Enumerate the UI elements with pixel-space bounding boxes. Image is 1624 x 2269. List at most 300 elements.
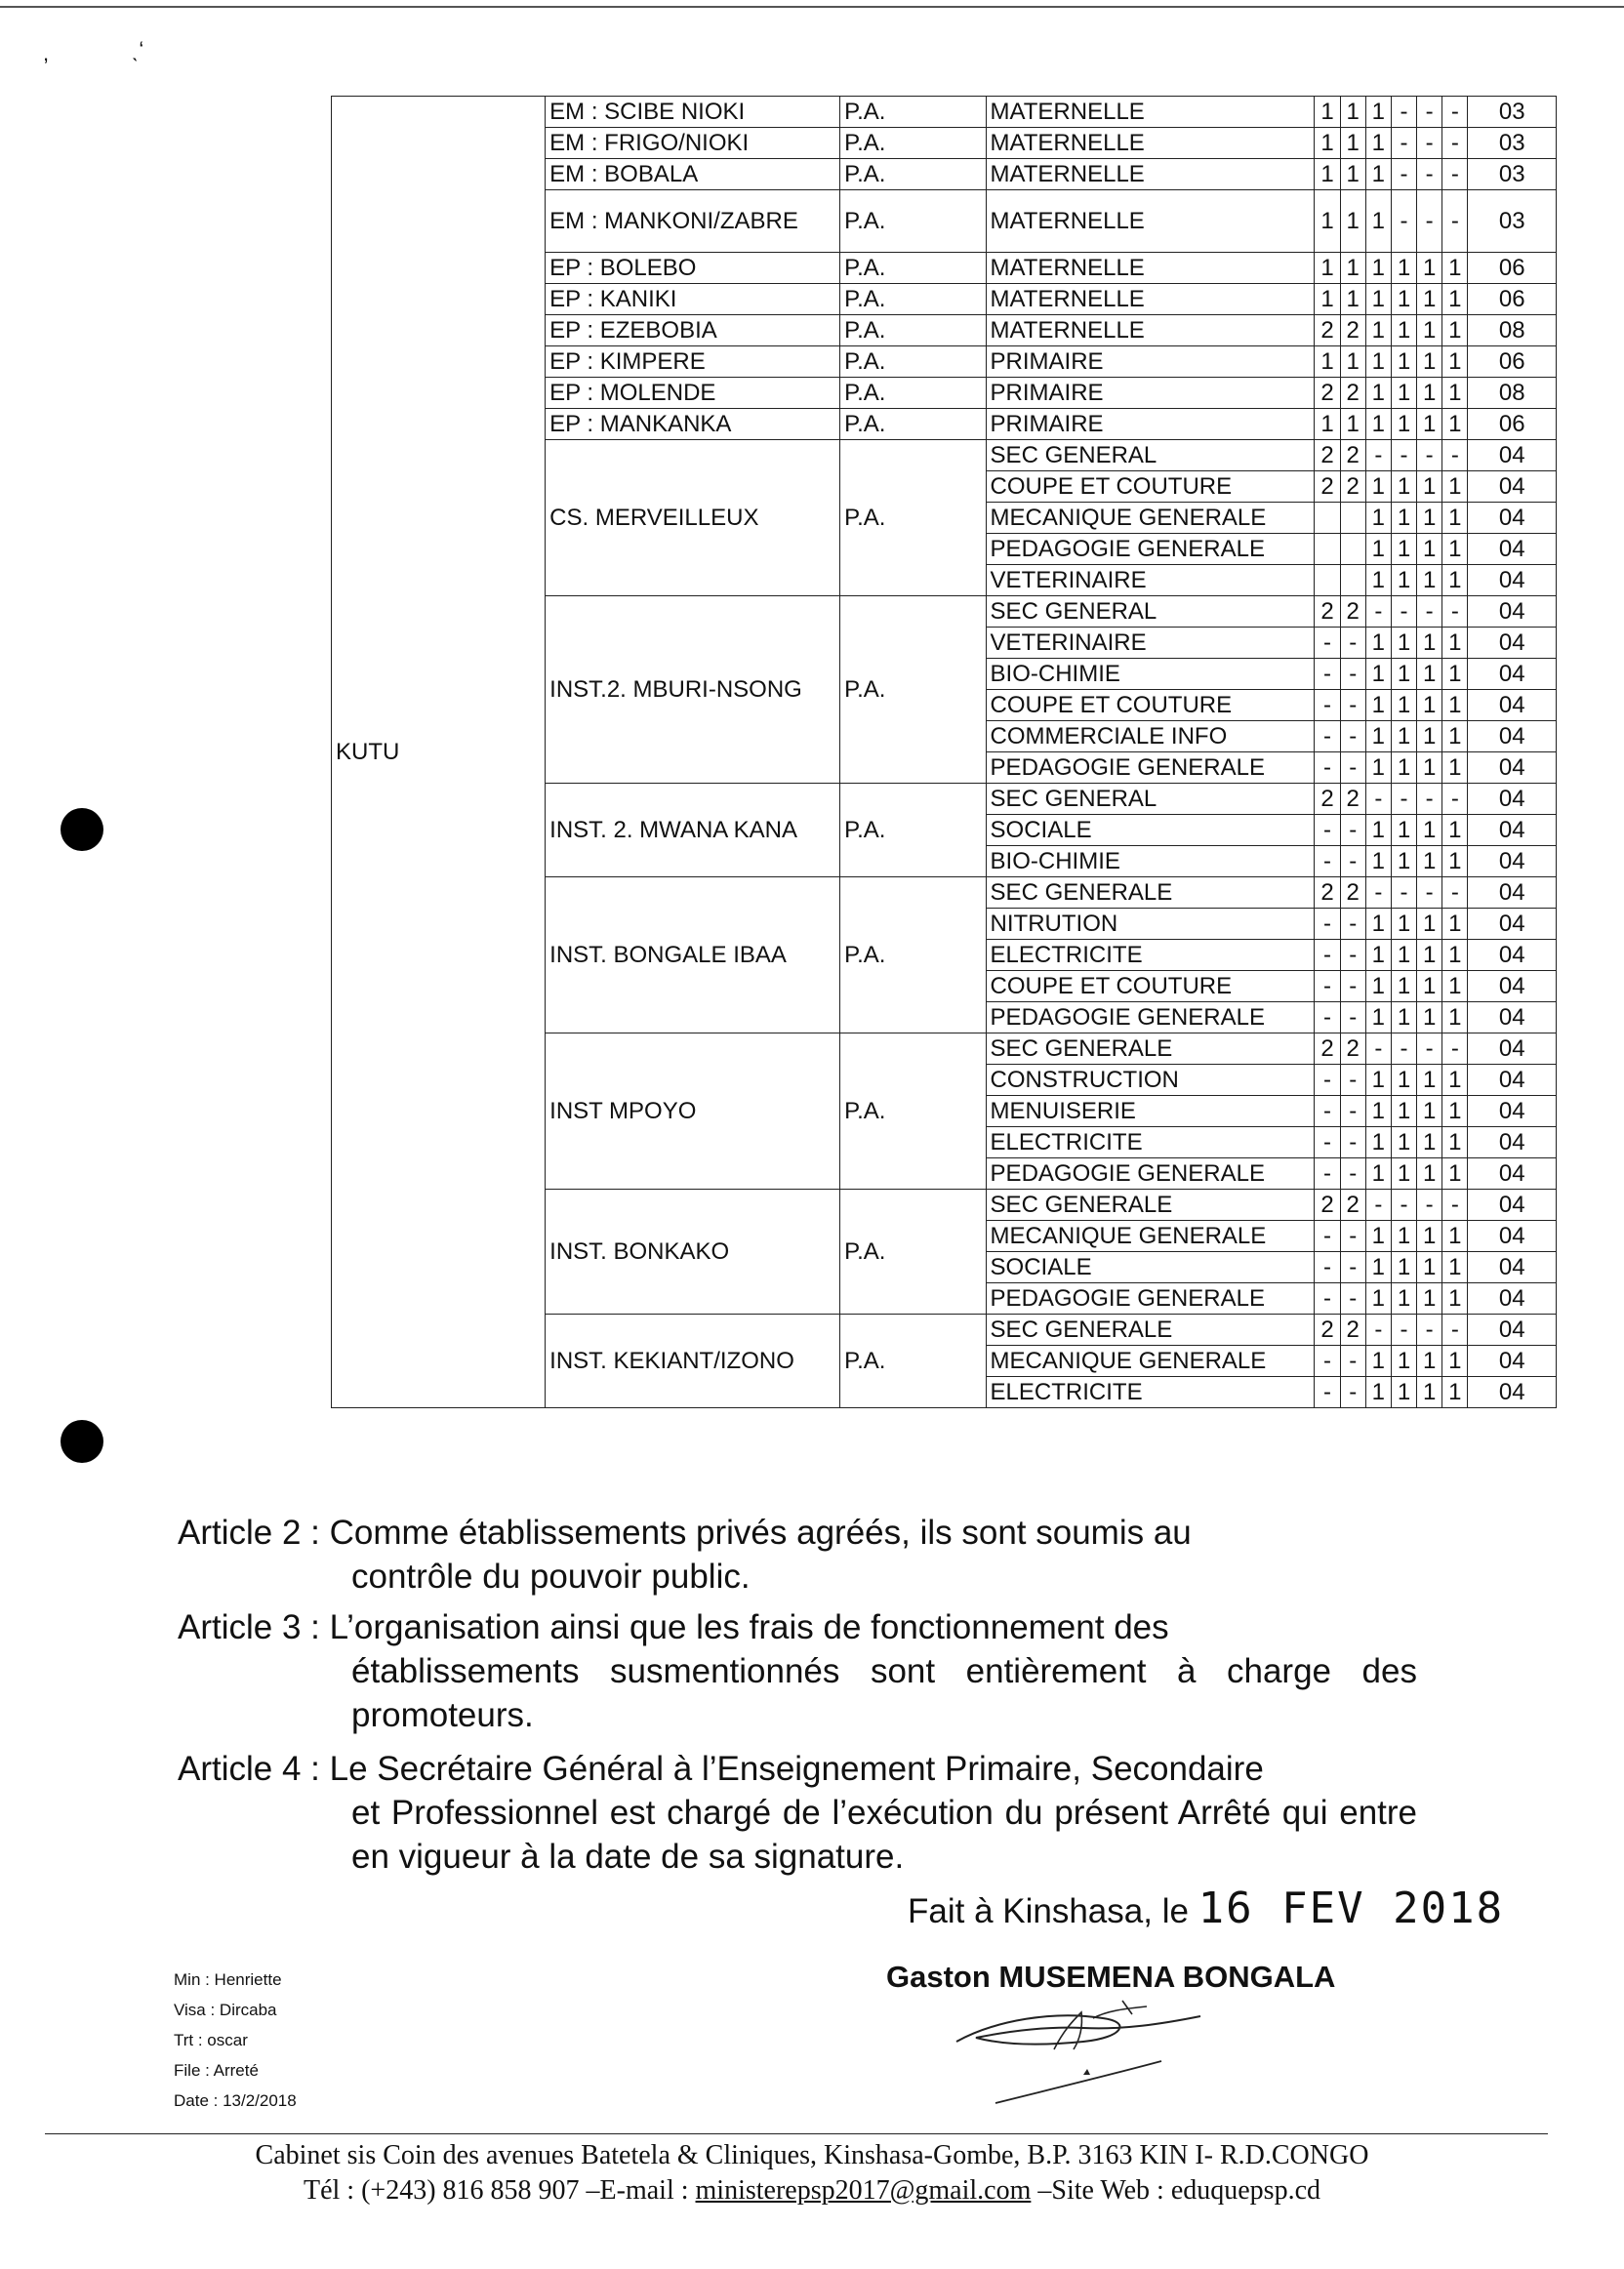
class-count-cell: 2 (1340, 596, 1365, 628)
article-text-continued: contrôle du pouvoir public. (351, 1558, 751, 1596)
class-count-cell: 1 (1442, 315, 1468, 346)
option-cell: COMMERCIALE INFO (986, 721, 1315, 752)
class-count-cell: 1 (1417, 503, 1442, 534)
class-count-cell: - (1340, 1346, 1365, 1377)
total-cell: 04 (1468, 1283, 1557, 1315)
class-count-cell: - (1365, 1033, 1391, 1065)
total-cell: 04 (1468, 596, 1557, 628)
class-count-cell: - (1417, 1033, 1442, 1065)
schools-table (331, 96, 1557, 1408)
class-count-cell: 1 (1391, 534, 1416, 565)
class-count-cell: 1 (1391, 315, 1416, 346)
class-count-cell: - (1340, 1158, 1365, 1190)
article-label: Article 4 : (178, 1750, 320, 1788)
class-count-cell: 1 (1442, 1283, 1468, 1315)
class-count-cell: 1 (1340, 190, 1365, 253)
total-cell: 04 (1468, 721, 1557, 752)
class-count-cell: 1 (1442, 659, 1468, 690)
class-count-cell: 1 (1391, 752, 1416, 784)
signatory-name: Gaston MUSEMENA BONGALA (886, 1960, 1336, 1994)
class-count-cell: 1 (1391, 1127, 1416, 1158)
total-cell: 04 (1468, 1158, 1557, 1190)
school-name-cell: EM : BOBALA (546, 159, 840, 190)
total-cell: 04 (1468, 940, 1557, 971)
class-count-cell: - (1340, 1065, 1365, 1096)
option-cell: SEC GENERAL (986, 596, 1315, 628)
status-cell: P.A. (840, 1033, 986, 1190)
class-count-cell: 1 (1417, 534, 1442, 565)
date-stamp: 16 FEV 2018 (1198, 1884, 1505, 1933)
class-count-cell: 2 (1340, 315, 1365, 346)
place-text: Fait à Kinshasa, le (908, 1892, 1189, 1930)
class-count-cell: - (1417, 97, 1442, 128)
class-count-cell: 1 (1391, 503, 1416, 534)
class-count-cell: - (1315, 1221, 1340, 1252)
class-count-cell: - (1391, 596, 1416, 628)
class-count-cell: 1 (1391, 940, 1416, 971)
class-count-cell: - (1391, 877, 1416, 909)
class-count-cell: 1 (1391, 721, 1416, 752)
option-cell: SOCIALE (986, 815, 1315, 846)
class-count-cell: 1 (1365, 1127, 1391, 1158)
class-count-cell (1340, 565, 1365, 596)
option-cell: SEC GENERAL (986, 784, 1315, 815)
class-count-cell: 1 (1365, 565, 1391, 596)
total-cell: 04 (1468, 1127, 1557, 1158)
class-count-cell: 1 (1391, 378, 1416, 409)
class-count-cell: 1 (1391, 565, 1416, 596)
article-paragraph (178, 1511, 1417, 1599)
class-count-cell: 1 (1442, 815, 1468, 846)
class-count-cell: 1 (1442, 565, 1468, 596)
class-count-cell: 1 (1365, 253, 1391, 284)
option-cell: MECANIQUE GENERALE (986, 1221, 1315, 1252)
class-count-cell: - (1442, 440, 1468, 471)
total-cell: 08 (1468, 315, 1557, 346)
class-count-cell: 1 (1442, 1002, 1468, 1033)
article-text-continued: établissements susmentionnés sont entièrement à charge des promoteurs. (351, 1652, 1417, 1734)
total-cell: 04 (1468, 752, 1557, 784)
class-count-cell: 1 (1417, 471, 1442, 503)
class-count-cell: - (1315, 1346, 1340, 1377)
class-count-cell: 2 (1340, 440, 1365, 471)
status-cell: P.A. (840, 877, 986, 1033)
option-cell: SOCIALE (986, 1252, 1315, 1283)
class-count-cell: 1 (1365, 159, 1391, 190)
option-cell: PEDAGOGIE GENERALE (986, 752, 1315, 784)
status-cell: P.A. (840, 253, 986, 284)
class-count-cell: 2 (1315, 471, 1340, 503)
class-count-cell: 1 (1315, 97, 1340, 128)
class-count-cell: 1 (1417, 1002, 1442, 1033)
scan-mark: , (43, 41, 50, 65)
class-count-cell: 1 (1365, 346, 1391, 378)
class-count-cell: - (1340, 752, 1365, 784)
class-count-cell: - (1340, 1096, 1365, 1127)
class-count-cell: 1 (1442, 1158, 1468, 1190)
class-count-cell: 2 (1340, 471, 1365, 503)
class-count-cell: - (1315, 1158, 1340, 1190)
class-count-cell: 1 (1315, 128, 1340, 159)
article-text-continued: et Professionnel est chargé de l’exécution du présent Arrêté qui entre en vigueur à la date de sa signature. (351, 1794, 1417, 1876)
class-count-cell: 1 (1315, 284, 1340, 315)
school-name-cell: CS. MERVEILLEUX (546, 440, 840, 596)
class-count-cell: 1 (1417, 752, 1442, 784)
total-cell: 04 (1468, 815, 1557, 846)
class-count-cell: - (1365, 596, 1391, 628)
class-count-cell: 1 (1340, 97, 1365, 128)
total-cell: 06 (1468, 253, 1557, 284)
article-text-first-line: Le Secrétaire Général à l’Enseignement Primaire, Secondaire (329, 1750, 1264, 1788)
class-count-cell: - (1315, 940, 1340, 971)
class-count-cell: 1 (1442, 1377, 1468, 1408)
class-count-cell: 1 (1391, 1377, 1416, 1408)
class-count-cell: 1 (1442, 1065, 1468, 1096)
option-cell: PRIMAIRE (986, 346, 1315, 378)
class-count-cell: - (1340, 909, 1365, 940)
status-cell: P.A. (840, 378, 986, 409)
class-count-cell: - (1417, 1190, 1442, 1221)
class-count-cell: - (1391, 1033, 1416, 1065)
status-cell: P.A. (840, 1190, 986, 1315)
class-count-cell: 1 (1417, 253, 1442, 284)
school-name-cell: EP : MANKANKA (546, 409, 840, 440)
status-cell: P.A. (840, 128, 986, 159)
article-paragraph (178, 1747, 1417, 1879)
class-count-cell (1315, 565, 1340, 596)
total-cell: 04 (1468, 440, 1557, 471)
table-row (332, 97, 1557, 128)
class-count-cell: - (1391, 1190, 1416, 1221)
total-cell: 04 (1468, 503, 1557, 534)
class-count-cell: - (1417, 190, 1442, 253)
class-count-cell: - (1442, 159, 1468, 190)
class-count-cell: - (1442, 596, 1468, 628)
school-name-cell: INST. BONKAKO (546, 1190, 840, 1315)
class-count-cell: 1 (1365, 534, 1391, 565)
class-count-cell: - (1365, 1315, 1391, 1346)
footer-tel: Tél : (+243) 816 858 907 –E-mail : (304, 2175, 696, 2206)
class-count-cell: 1 (1365, 128, 1391, 159)
status-cell: P.A. (840, 1315, 986, 1408)
class-count-cell: 2 (1315, 1315, 1340, 1346)
article-label: Article 3 : (178, 1608, 320, 1646)
option-cell: MECANIQUE GENERALE (986, 1346, 1315, 1377)
class-count-cell: - (1365, 784, 1391, 815)
class-count-cell: 1 (1417, 315, 1442, 346)
class-count-cell: 1 (1442, 628, 1468, 659)
class-count-cell: 2 (1340, 877, 1365, 909)
class-count-cell: - (1340, 815, 1365, 846)
punch-hole (61, 808, 103, 851)
class-count-cell: 1 (1417, 690, 1442, 721)
total-cell: 04 (1468, 690, 1557, 721)
status-cell: P.A. (840, 346, 986, 378)
option-cell: ELECTRICITE (986, 1127, 1315, 1158)
class-count-cell: - (1340, 721, 1365, 752)
class-count-cell: 1 (1340, 253, 1365, 284)
class-count-cell: 1 (1340, 159, 1365, 190)
option-cell: MATERNELLE (986, 253, 1315, 284)
total-cell: 03 (1468, 128, 1557, 159)
class-count-cell: 1 (1365, 1283, 1391, 1315)
class-count-cell: 1 (1417, 846, 1442, 877)
schools-table-body (332, 97, 1557, 1408)
class-count-cell: 1 (1315, 159, 1340, 190)
class-count-cell: 2 (1340, 784, 1365, 815)
total-cell: 08 (1468, 378, 1557, 409)
class-count-cell (1340, 534, 1365, 565)
class-count-cell: 1 (1365, 721, 1391, 752)
class-count-cell: 1 (1442, 346, 1468, 378)
total-cell: 03 (1468, 159, 1557, 190)
option-cell: PEDAGOGIE GENERALE (986, 534, 1315, 565)
class-count-cell: - (1442, 1315, 1468, 1346)
class-count-cell: 1 (1442, 284, 1468, 315)
status-cell: P.A. (840, 97, 986, 128)
school-name-cell: EM : FRIGO/NIOKI (546, 128, 840, 159)
option-cell: MENUISERIE (986, 1096, 1315, 1127)
class-count-cell: - (1442, 877, 1468, 909)
reference-line: Visa : Dircaba (174, 2001, 277, 2019)
class-count-cell: - (1315, 690, 1340, 721)
footer-email-link[interactable]: ministerepsp2017@gmail.com (695, 2175, 1032, 2206)
total-cell: 04 (1468, 1252, 1557, 1283)
status-cell: P.A. (840, 409, 986, 440)
option-cell: VETERINAIRE (986, 628, 1315, 659)
class-count-cell: 1 (1417, 1221, 1442, 1252)
class-count-cell: - (1417, 784, 1442, 815)
class-count-cell: 1 (1391, 815, 1416, 846)
class-count-cell: 1 (1365, 971, 1391, 1002)
class-count-cell: - (1417, 1315, 1442, 1346)
total-cell: 04 (1468, 628, 1557, 659)
class-count-cell: 1 (1391, 471, 1416, 503)
class-count-cell: 1 (1391, 909, 1416, 940)
class-count-cell: 1 (1417, 1127, 1442, 1158)
class-count-cell: 1 (1340, 409, 1365, 440)
school-name-cell: INST. BONGALE IBAA (546, 877, 840, 1033)
class-count-cell: - (1365, 440, 1391, 471)
option-cell: MATERNELLE (986, 97, 1315, 128)
class-count-cell: - (1340, 1127, 1365, 1158)
class-count-cell: 1 (1391, 690, 1416, 721)
class-count-cell: 1 (1417, 721, 1442, 752)
class-count-cell: 1 (1365, 471, 1391, 503)
footer-contact (0, 2175, 1624, 2207)
class-count-cell: 1 (1365, 1158, 1391, 1190)
class-count-cell: 1 (1365, 909, 1391, 940)
class-count-cell (1315, 534, 1340, 565)
class-count-cell: - (1442, 1190, 1468, 1221)
total-cell: 04 (1468, 971, 1557, 1002)
total-cell: 04 (1468, 565, 1557, 596)
school-name-cell: INST. KEKIANT/IZONO (546, 1315, 840, 1408)
total-cell: 04 (1468, 1002, 1557, 1033)
class-count-cell: 1 (1442, 721, 1468, 752)
class-count-cell: 1 (1442, 471, 1468, 503)
class-count-cell: - (1417, 596, 1442, 628)
total-cell: 06 (1468, 284, 1557, 315)
class-count-cell: - (1340, 1283, 1365, 1315)
option-cell: PRIMAIRE (986, 409, 1315, 440)
total-cell: 03 (1468, 190, 1557, 253)
class-count-cell: - (1340, 971, 1365, 1002)
class-count-cell (1340, 503, 1365, 534)
class-count-cell: - (1391, 1315, 1416, 1346)
class-count-cell: - (1315, 1252, 1340, 1283)
class-count-cell: 1 (1391, 628, 1416, 659)
class-count-cell: 1 (1442, 1127, 1468, 1158)
class-count-cell: - (1315, 971, 1340, 1002)
locality-cell: KUTU (332, 97, 546, 1408)
class-count-cell: 1 (1417, 1158, 1442, 1190)
reference-line: Date : 13/2/2018 (174, 2091, 297, 2110)
class-count-cell: - (1391, 159, 1416, 190)
class-count-cell: 1 (1365, 503, 1391, 534)
option-cell: SEC GENERALE (986, 1033, 1315, 1065)
class-count-cell: - (1315, 846, 1340, 877)
option-cell: COUPE ET COUTURE (986, 971, 1315, 1002)
school-name-cell: INST. 2. MWANA KANA (546, 784, 840, 877)
class-count-cell: 1 (1365, 628, 1391, 659)
class-count-cell: 1 (1365, 1377, 1391, 1408)
class-count-cell: - (1391, 97, 1416, 128)
class-count-cell: 1 (1365, 409, 1391, 440)
option-cell: NITRUTION (986, 909, 1315, 940)
class-count-cell: 1 (1417, 1252, 1442, 1283)
class-count-cell: 1 (1417, 284, 1442, 315)
class-count-cell: 1 (1365, 190, 1391, 253)
class-count-cell: - (1315, 1283, 1340, 1315)
status-cell: P.A. (840, 190, 986, 253)
class-count-cell: - (1340, 1377, 1365, 1408)
option-cell: ELECTRICITE (986, 940, 1315, 971)
class-count-cell: 2 (1340, 1315, 1365, 1346)
class-count-cell: - (1340, 940, 1365, 971)
total-cell: 04 (1468, 1221, 1557, 1252)
class-count-cell: - (1417, 877, 1442, 909)
status-cell: P.A. (840, 440, 986, 596)
class-count-cell: - (1315, 628, 1340, 659)
option-cell: BIO-CHIMIE (986, 659, 1315, 690)
class-count-cell: 1 (1315, 409, 1340, 440)
school-name-cell: EM : MANKONI/ZABRE (546, 190, 840, 253)
class-count-cell: 1 (1417, 409, 1442, 440)
class-count-cell: 1 (1417, 1283, 1442, 1315)
class-count-cell: 1 (1442, 1096, 1468, 1127)
option-cell: MATERNELLE (986, 315, 1315, 346)
class-count-cell: 1 (1365, 1221, 1391, 1252)
school-name-cell: INST.2. MBURI-NSONG (546, 596, 840, 784)
status-cell: P.A. (840, 596, 986, 784)
total-cell: 04 (1468, 784, 1557, 815)
status-cell: P.A. (840, 784, 986, 877)
total-cell: 04 (1468, 659, 1557, 690)
total-cell: 04 (1468, 1377, 1557, 1408)
handwritten-signature (937, 1981, 1249, 2108)
class-count-cell: - (1442, 97, 1468, 128)
class-count-cell: 1 (1442, 534, 1468, 565)
class-count-cell: 1 (1340, 128, 1365, 159)
status-cell: P.A. (840, 159, 986, 190)
class-count-cell: 2 (1315, 1033, 1340, 1065)
class-count-cell: 1 (1391, 346, 1416, 378)
option-cell: MATERNELLE (986, 284, 1315, 315)
class-count-cell: 1 (1391, 971, 1416, 1002)
class-count-cell: 1 (1417, 909, 1442, 940)
class-count-cell: 1 (1442, 253, 1468, 284)
option-cell: PEDAGOGIE GENERALE (986, 1158, 1315, 1190)
school-name-cell: EM : SCIBE NIOKI (546, 97, 840, 128)
class-count-cell: - (1315, 721, 1340, 752)
class-count-cell: - (1315, 1127, 1340, 1158)
class-count-cell: - (1315, 1002, 1340, 1033)
class-count-cell: 1 (1315, 253, 1340, 284)
class-count-cell: 2 (1315, 440, 1340, 471)
class-count-cell: 1 (1365, 846, 1391, 877)
class-count-cell: 1 (1442, 690, 1468, 721)
class-count-cell: 1 (1391, 1252, 1416, 1283)
class-count-cell: - (1417, 128, 1442, 159)
class-count-cell: 1 (1391, 1096, 1416, 1127)
class-count-cell: 1 (1365, 1065, 1391, 1096)
class-count-cell: 1 (1417, 1096, 1442, 1127)
school-name-cell: EP : KIMPERE (546, 346, 840, 378)
class-count-cell: 1 (1391, 253, 1416, 284)
total-cell: 04 (1468, 846, 1557, 877)
status-cell: P.A. (840, 284, 986, 315)
class-count-cell: - (1315, 909, 1340, 940)
class-count-cell: 1 (1365, 1346, 1391, 1377)
class-count-cell: - (1315, 1096, 1340, 1127)
total-cell: 04 (1468, 534, 1557, 565)
class-count-cell: 1 (1417, 1065, 1442, 1096)
class-count-cell: 1 (1365, 97, 1391, 128)
class-count-cell: 1 (1365, 815, 1391, 846)
class-count-cell: 2 (1340, 1190, 1365, 1221)
school-name-cell: EP : MOLENDE (546, 378, 840, 409)
class-count-cell: - (1340, 1002, 1365, 1033)
class-count-cell: - (1340, 1252, 1365, 1283)
option-cell: MATERNELLE (986, 190, 1315, 253)
class-count-cell: 1 (1365, 940, 1391, 971)
total-cell: 04 (1468, 877, 1557, 909)
class-count-cell: - (1315, 1065, 1340, 1096)
class-count-cell: 1 (1442, 940, 1468, 971)
class-count-cell: 1 (1391, 1221, 1416, 1252)
class-count-cell: 1 (1442, 971, 1468, 1002)
option-cell: MATERNELLE (986, 159, 1315, 190)
class-count-cell: 1 (1442, 409, 1468, 440)
total-cell: 03 (1468, 97, 1557, 128)
class-count-cell: 1 (1442, 752, 1468, 784)
class-count-cell (1315, 503, 1340, 534)
total-cell: 04 (1468, 909, 1557, 940)
class-count-cell: 1 (1442, 846, 1468, 877)
class-count-cell: - (1315, 752, 1340, 784)
class-count-cell: 1 (1442, 1346, 1468, 1377)
class-count-cell: - (1340, 690, 1365, 721)
class-count-cell: 1 (1417, 659, 1442, 690)
class-count-cell: 1 (1391, 409, 1416, 440)
class-count-cell: 1 (1417, 815, 1442, 846)
option-cell: VETERINAIRE (986, 565, 1315, 596)
option-cell: PEDAGOGIE GENERALE (986, 1283, 1315, 1315)
reference-block (174, 1965, 297, 2116)
option-cell: COUPE ET COUTURE (986, 690, 1315, 721)
option-cell: ELECTRICITE (986, 1377, 1315, 1408)
